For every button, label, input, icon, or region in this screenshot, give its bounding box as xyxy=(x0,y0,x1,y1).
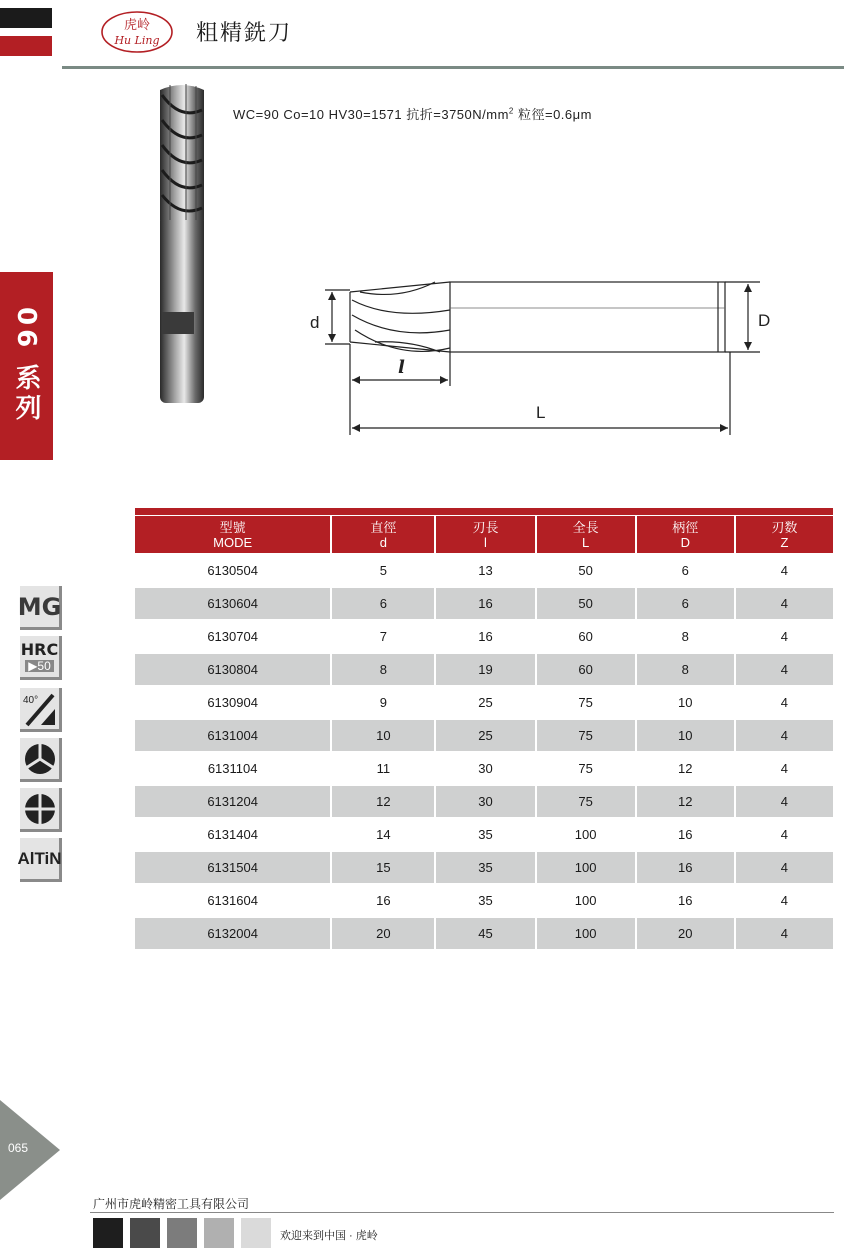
table-cell: 6130604 xyxy=(135,588,332,619)
col-header-mode: 型號 MODE xyxy=(135,516,332,553)
table-cell: 10 xyxy=(637,687,736,718)
header-gap-bar xyxy=(0,30,52,34)
table-row xyxy=(135,852,833,883)
col-header-flutes: 刃数 Z xyxy=(771,519,798,550)
table-cell: 4 xyxy=(780,860,789,875)
series-side-tab xyxy=(0,272,53,460)
color-swatch xyxy=(241,1218,271,1248)
col-header-shank-diameter: 柄徑 D xyxy=(637,516,736,553)
table-cell: 15 xyxy=(332,852,436,883)
table-row xyxy=(135,621,833,652)
hrc-icon xyxy=(20,636,62,680)
logo-en-text: Hu Ling xyxy=(114,34,160,47)
table-cell: 6130904 xyxy=(135,687,332,718)
table-cell: 50 xyxy=(537,555,637,586)
table-cell: 16 xyxy=(637,852,736,883)
table-cell: 30 xyxy=(436,753,536,784)
table-cell: 45 xyxy=(436,918,536,949)
table-cell: 9 xyxy=(332,687,436,718)
table-cell: 4 xyxy=(780,596,789,611)
label-D: D xyxy=(758,311,771,330)
spec-superscript: 2 xyxy=(508,106,514,116)
label-L: L xyxy=(536,403,546,422)
welcome-text: 欢迎来到中国 · 虎岭 xyxy=(280,1230,378,1242)
label-d: d xyxy=(310,313,320,332)
helix-angle-icon xyxy=(20,688,62,732)
header-red-bar xyxy=(0,36,52,56)
table-cell: 100 xyxy=(537,885,637,916)
color-swatch xyxy=(204,1218,234,1248)
table-cell: 4 xyxy=(780,794,789,809)
page-title: 粗精銑刀 xyxy=(196,21,293,46)
table-cell: 100 xyxy=(537,852,637,883)
footer-divider xyxy=(90,1212,834,1213)
color-swatch xyxy=(167,1218,197,1248)
table-cell: 25 xyxy=(436,687,536,718)
table-cell: 30 xyxy=(436,786,536,817)
table-cell: 20 xyxy=(332,918,436,949)
table-cell: 16 xyxy=(332,885,436,916)
table-row xyxy=(135,588,833,619)
logo-cn-text: 虎岭 xyxy=(123,18,151,33)
table-cell: 6130704 xyxy=(135,621,332,652)
table-cell: 12 xyxy=(637,753,736,784)
table-cell: 25 xyxy=(436,720,536,751)
table-cell: 6131204 xyxy=(135,786,332,817)
table-cell: 60 xyxy=(537,621,637,652)
page-number: 065 xyxy=(8,1141,29,1155)
table-cell: 8 xyxy=(637,654,736,685)
col-header-diameter: 直徑 d xyxy=(332,516,436,553)
table-cell: 6131504 xyxy=(135,852,332,883)
mg-grade-icon: MG xyxy=(20,586,62,630)
table-header xyxy=(135,516,833,553)
table-cell: 20 xyxy=(637,918,736,949)
col-header-overall-length: 全長 L xyxy=(537,516,637,553)
table-cell: 100 xyxy=(537,918,637,949)
table-cell: 6131604 xyxy=(135,885,332,916)
spec-text-after: 粒徑=0.6μm xyxy=(513,107,592,122)
table-row xyxy=(135,786,833,817)
table-cell: 10 xyxy=(332,720,436,751)
table-cell: 35 xyxy=(436,819,536,850)
table-cell: 6132004 xyxy=(135,918,332,949)
table-cell: 13 xyxy=(436,555,536,586)
table-cell: 16 xyxy=(637,819,736,850)
table-cell: 75 xyxy=(537,753,637,784)
table-cell: 4 xyxy=(780,926,789,941)
huling-logo xyxy=(100,10,174,54)
table-body xyxy=(135,555,833,949)
table-cell: 14 xyxy=(332,819,436,850)
four-flute-icon xyxy=(20,788,62,832)
table-cell: 75 xyxy=(537,687,637,718)
table-cell: 7 xyxy=(332,621,436,652)
table-row xyxy=(135,555,833,586)
end-mill-photo xyxy=(150,80,220,410)
table-cell: 50 xyxy=(537,588,637,619)
table-cell: 6131004 xyxy=(135,720,332,751)
hrc-value: ▶50 xyxy=(25,660,54,672)
altin-coating-icon: AlTiN xyxy=(20,838,62,882)
table-cell: 100 xyxy=(537,819,637,850)
table-cell: 16 xyxy=(436,588,536,619)
table-cell: 8 xyxy=(332,654,436,685)
table-cell: 6130504 xyxy=(135,555,332,586)
hrc-label: HRC xyxy=(20,639,59,659)
header-black-bar xyxy=(0,8,52,28)
table-cell: 4 xyxy=(780,629,789,644)
table-cell: 35 xyxy=(436,885,536,916)
table-cell: 6131404 xyxy=(135,819,332,850)
table-cell: 6 xyxy=(637,588,736,619)
helix-angle-text: 40° xyxy=(22,694,38,706)
table-cell: 8 xyxy=(637,621,736,652)
three-flute-icon xyxy=(20,738,62,782)
table-cell: 19 xyxy=(436,654,536,685)
table-cell: 6131104 xyxy=(135,753,332,784)
table-cell: 4 xyxy=(780,761,789,776)
table-cell: 16 xyxy=(436,621,536,652)
table-row xyxy=(135,720,833,751)
table-cell: 6 xyxy=(332,588,436,619)
table-cell: 16 xyxy=(637,885,736,916)
table-cell: 12 xyxy=(332,786,436,817)
table-cell: 4 xyxy=(780,563,789,578)
company-name: 广州市虎岭精密工具有限公司 xyxy=(93,1197,250,1211)
table-cell: 10 xyxy=(637,720,736,751)
table-cell: 5 xyxy=(332,555,436,586)
table-cell: 75 xyxy=(537,720,637,751)
table-cell: 4 xyxy=(780,827,789,842)
table-cell: 4 xyxy=(780,728,789,743)
series-label: 06 系列 xyxy=(11,307,41,425)
table-cell: 11 xyxy=(332,753,436,784)
color-swatch xyxy=(93,1218,123,1248)
table-cell: 6 xyxy=(637,555,736,586)
table-cell: 4 xyxy=(780,695,789,710)
table-cell: 12 xyxy=(637,786,736,817)
spec-table xyxy=(135,508,833,949)
end-mill-drawing xyxy=(300,270,790,450)
table-row xyxy=(135,819,833,850)
table-row xyxy=(135,885,833,916)
table-cell: 4 xyxy=(780,893,789,908)
table-cell: 35 xyxy=(436,852,536,883)
table-cell: 75 xyxy=(537,786,637,817)
table-row xyxy=(135,753,833,784)
material-spec xyxy=(233,104,592,123)
table-cell: 4 xyxy=(780,662,789,677)
table-cell: 6130804 xyxy=(135,654,332,685)
table-row xyxy=(135,687,833,718)
color-swatch xyxy=(130,1218,160,1248)
table-row xyxy=(135,654,833,685)
col-header-flute-length: 刃長 l xyxy=(436,516,536,553)
header-divider xyxy=(62,66,844,69)
label-l: l xyxy=(398,357,405,378)
table-top-band xyxy=(135,508,833,515)
table-row xyxy=(135,918,833,949)
table-cell: 60 xyxy=(537,654,637,685)
spec-text: WC=90 Co=10 HV30=1571 抗折=3750N/mm xyxy=(233,107,509,122)
